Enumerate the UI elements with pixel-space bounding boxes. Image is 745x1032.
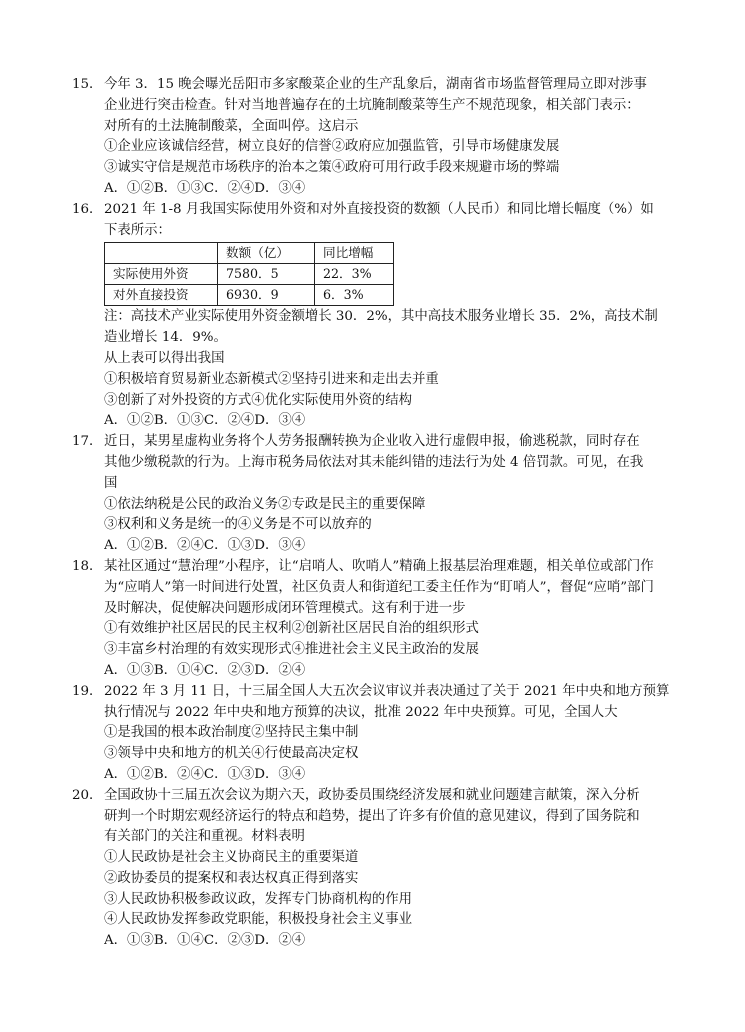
question-stem-line: 企业进行突击检查。针对当地普遍存在的土坑腌制酸菜等生产不规范现象，相关部门表示：	[104, 97, 640, 113]
table-row	[105, 264, 394, 285]
table-cell: 7580．5	[218, 264, 315, 285]
table-header-cell: 数额（亿）	[218, 243, 315, 264]
question-18	[72, 557, 680, 682]
question-stem-line: 近日，某男星虚构业务将个人劳务报酬转换为企业收入进行虚假申报，偷逃税款，同时存在	[104, 434, 640, 450]
answer-choices: A．①②B．②④C．①③D．③④	[104, 766, 306, 782]
answer-choices: A．①③B．①④C．②③D．②④	[104, 933, 306, 949]
option-line: ④人民政协发挥参政党职能，积极投身社会主义事业	[104, 912, 412, 928]
question-stem-line: 及时解决，促使解决问题形成闭环管理模式。这有利于进一步	[104, 600, 466, 616]
question-list	[72, 75, 680, 952]
option-line: ③权利和义务是统一的④义务是不可以放弃的	[104, 517, 372, 533]
table-row	[105, 285, 394, 306]
option-line: ①企业应该诚信经营，树立良好的信誉②政府应加强监管，引导市场健康发展	[104, 139, 560, 155]
option-line: ①积极培育贸易新业态新模式②坚持引进来和走出去并重	[104, 371, 439, 387]
option-line: ①是我国的根本政治制度②坚持民主集中制	[104, 725, 359, 741]
answer-choices: A．①②B．②④C．①③D．③④	[104, 538, 306, 554]
table-note-line: 注：高技术产业实际使用外资金额增长 30．2%，其中高技术服务业增长 35．2%，高技术制	[104, 309, 658, 325]
table-cell: 6930．9	[218, 285, 315, 306]
table-cell: 22．3%	[315, 264, 394, 285]
question-stem-line: 今年 3．15 晚会曝光岳阳市多家酸菜企业的生产乱象后，湖南省市场监督管理局立即对涉事	[104, 77, 647, 92]
question-stem-line: 执行情况与 2022 年中央和地方预算的决议，批准 2022 年中央预算。可见，全国人大	[104, 704, 618, 720]
option-line: ①人民政协是社会主义协商民主的重要渠道	[104, 850, 359, 866]
question-stem-line: 为“应哨人”第一时间进行处置，社区负责人和街道纪工委主任作为“盯哨人”，督促“应哨”部门	[104, 579, 654, 595]
question-stem-line: 研判一个时期宏观经济运行的特点和趋势，提出了许多有价值的意见建议，得到了国务院和	[104, 808, 640, 824]
question-stem-line: 2021 年 1-8 月我国实际使用外资和对外直接投资的数额（人民币）和同比增长幅度（%）如	[104, 201, 654, 217]
option-line: ③领导中央和地方的机关④行使最高决定权	[104, 746, 359, 762]
option-line: ①依法纳税是公民的政治义务②专政是民主的重要保障	[104, 496, 426, 512]
question-stem-line: 对所有的土法腌制酸菜，全面叫停。这启示	[104, 118, 359, 134]
question-number: 17．	[72, 434, 103, 450]
question-stem-line: 全国政协十三届五次会议为期六天，政协委员围绕经济发展和就业问题建言献策，深入分析	[104, 787, 640, 803]
question-20	[72, 786, 680, 952]
question-stem-line: 其他少缴税款的行为。上海市税务局依法对其未能纠错的违法行为处 4 倍罚款。可见，在我	[104, 454, 644, 470]
option-line: ②政协委员的提案权和表达权真正得到落实	[104, 870, 359, 886]
option-line: ③诚实守信是规范市场秩序的治本之策④政府可用行政手段来规避市场的弊端	[104, 160, 560, 176]
answer-choices: A．①③B．①④C．②③D．②④	[104, 662, 306, 678]
table-header-cell: 同比增幅	[315, 243, 394, 264]
data-table	[104, 242, 394, 306]
question-stem-line: 某社区通过“慧治理”小程序，让“启哨人、吹哨人”精确上报基层治理难题，相关单位或部门作	[104, 558, 654, 574]
answer-choices: A．①②B．①③C．②④D．③④	[104, 180, 306, 196]
question-17	[72, 432, 680, 557]
question-number: 19．	[72, 683, 103, 699]
question-number: 15．	[72, 77, 103, 92]
question-stem-line: 有关部门的关注和重视。材料表明	[104, 829, 305, 845]
question-number: 16．	[72, 201, 103, 217]
question-number: 20．	[72, 787, 103, 803]
option-line: ③创新了对外投资的方式④优化实际使用外资的结构	[104, 392, 412, 408]
answer-choices: A．①②B．①③C．②④D．③④	[104, 413, 306, 429]
question-16	[72, 200, 680, 432]
table-header-row	[105, 243, 394, 264]
question-19	[72, 682, 680, 786]
table-cell: 6．3%	[315, 285, 394, 306]
question-number: 18．	[72, 558, 103, 574]
table-note-line: 造业增长 14．9%。	[104, 330, 227, 346]
question-stem-line: 下表所示：	[104, 222, 171, 238]
table-header-cell	[105, 243, 218, 264]
table-cell: 实际使用外资	[105, 264, 218, 285]
question-stem-line: 国	[104, 475, 118, 491]
option-line: ③人民政协积极参政议政，发挥专门协商机构的作用	[104, 891, 412, 907]
option-line: ③丰富乡村治理的有效实现形式④推进社会主义民主政治的发展	[104, 642, 479, 658]
question-stem-line: 2022 年 3 月 11 日，十三届全国人大五次会议审议并表决通过了关于 2021 年中央和地方预算	[104, 683, 670, 699]
table-cell: 对外直接投资	[105, 285, 218, 306]
option-line: ①有效维护社区居民的民主权利②创新社区居民自治的组织形式	[104, 621, 479, 637]
question-15	[72, 75, 680, 200]
question-stem-line: 从上表可以得出我国	[104, 350, 225, 366]
